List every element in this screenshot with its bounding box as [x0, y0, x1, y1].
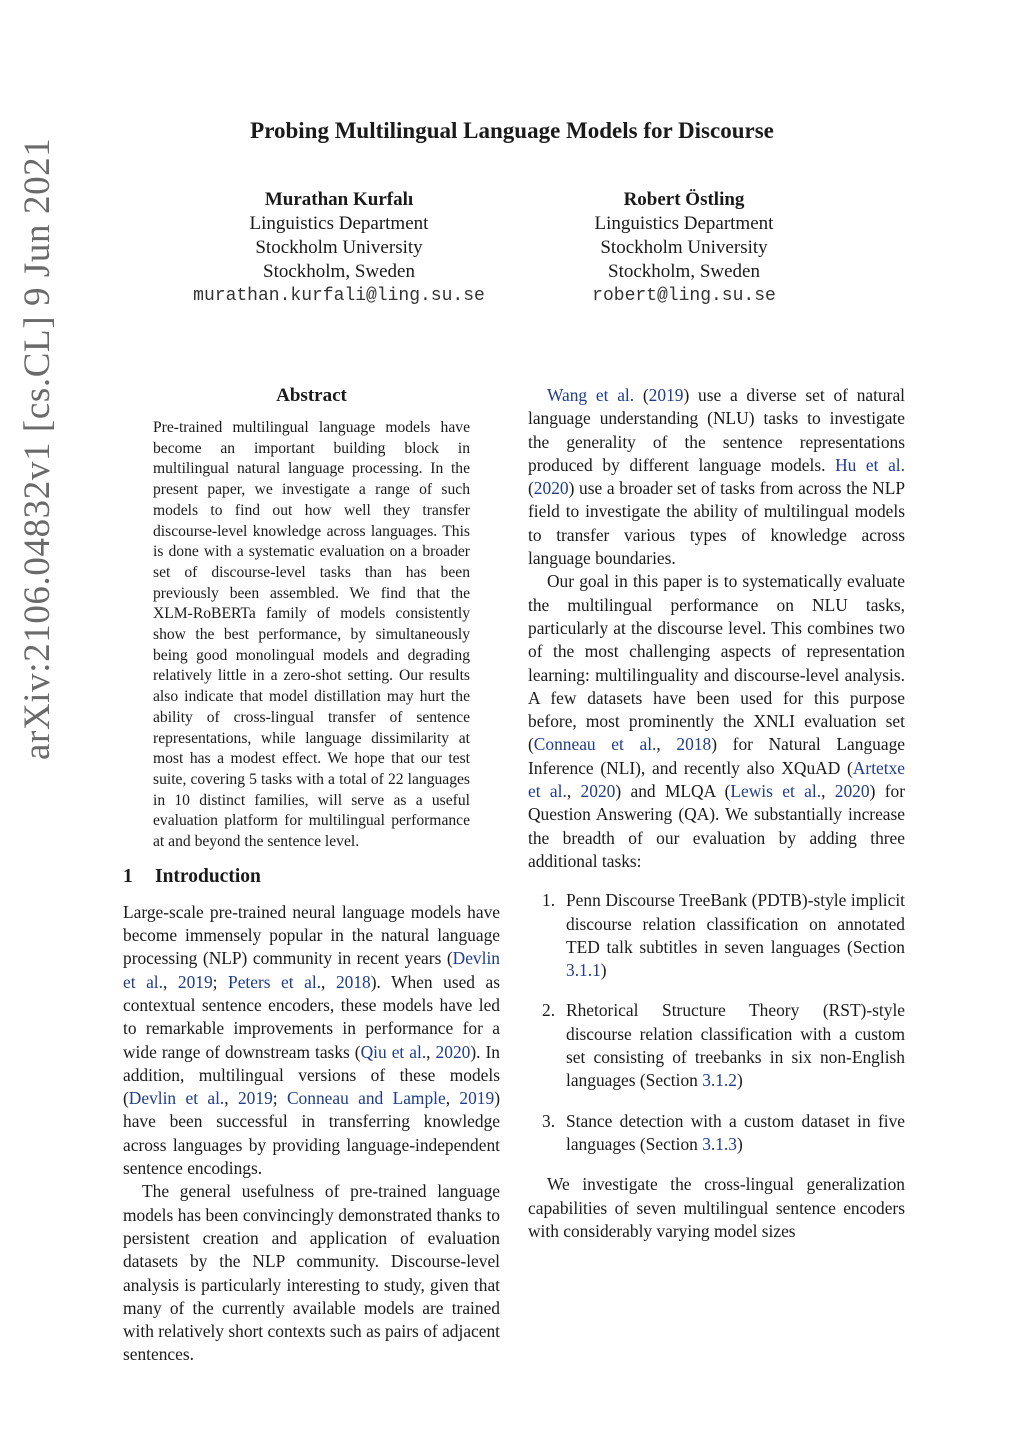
author-location: Stockholm, Sweden	[263, 261, 415, 282]
citation-link[interactable]: Wang et al.	[547, 385, 635, 405]
section-ref-link[interactable]: 3.1.1	[566, 960, 601, 981]
citation-link[interactable]: Artetxe et al.	[528, 757, 905, 802]
citation-year-link[interactable]: 2020	[533, 478, 569, 499]
citation-link[interactable]: Devlin et al.	[123, 948, 500, 992]
intro-paragraph-1: Large-scale pre-trained neural language models have become immensely popular in the natural language processing (NLP) community in recent years (Devlin et al., 2019; Peters et al., 2018). When used as contextual sentence encoders, these models have led to remarkable improvements in performance for a wide range of downstream tasks (Qiu et al., 2020). In addition, multilingual versions of these models (Devlin et al., 2019; Conneau and Lample, 2019) have been successful in transferring knowledge across languages by providing language-independent sentence encodings.	[123, 901, 501, 1179]
citation-link[interactable]: Qiu et al.	[360, 1041, 427, 1062]
author-name: Murathan Kurfalı	[264, 189, 414, 210]
intro-paragraph-3: Wang et al. (2019) use a diverse set of natural language understanding (NLU) tasks to investigate the generality of the sentence representations produced by different language models. Hu et al. (2020) use a broader set of tasks from across the NLP field to investigate the ability of multilingual models to transfer various types of knowledge across language boundaries.	[528, 385, 906, 569]
left-column	[123, 382, 500, 1367]
citation-link[interactable]: Conneau and Lample	[286, 1088, 446, 1109]
section-ref-link[interactable]: 3.1.3	[702, 1133, 737, 1154]
citation-year-link[interactable]: 2019	[648, 385, 684, 405]
citation-year-link[interactable]: 2020	[834, 781, 870, 802]
author-block-2	[494, 188, 874, 308]
right-column	[528, 384, 905, 1243]
citation-year-link[interactable]: 2020	[435, 1041, 471, 1062]
section-number: 1	[123, 865, 133, 887]
author-department: Linguistics Department	[249, 213, 429, 234]
section-heading-introduction	[123, 864, 500, 890]
citation-link[interactable]: Conneau et al.	[533, 734, 657, 755]
citation-year-link[interactable]: 2020	[580, 781, 616, 802]
author-university: Stockholm University	[255, 237, 423, 258]
citation-year-link[interactable]: 2019	[459, 1088, 495, 1109]
citation-link[interactable]: Devlin et al.	[128, 1088, 225, 1109]
list-marker: 2.	[542, 1000, 556, 1021]
citation-year-link[interactable]: 2019	[177, 971, 213, 992]
section-ref-link[interactable]: 3.1.2	[702, 1070, 737, 1091]
citation-year-link[interactable]: 2019	[237, 1088, 273, 1109]
author-name: Robert Östling	[623, 189, 745, 210]
list-marker: 1.	[542, 890, 556, 911]
section-title: Introduction	[155, 865, 261, 887]
author-location: Stockholm, Sweden	[608, 261, 760, 282]
intro-paragraph-5: We investigate the cross-lingual generalization capabilities of seven multilingual sentence encoders with considerably varying model sizes	[528, 1174, 905, 1241]
list-item: 1. Penn Discourse TreeBank (PDTB)-style implicit discourse relation classification on annotated TED talk subtitles in seven languages (Section 3.1.1)	[542, 890, 905, 981]
author-university: Stockholm University	[600, 237, 768, 258]
list-item: 3. Stance detection with a custom dataset in five languages (Section 3.1.3)	[542, 1110, 905, 1154]
citation-year-link[interactable]: 2018	[676, 734, 712, 755]
task-list	[528, 889, 905, 1156]
author-email[interactable]: murathan.kurfali@ling.su.se	[193, 286, 485, 306]
author-email[interactable]: robert@ling.su.se	[592, 286, 776, 306]
list-item: 2. Rhetorical Structure Theory (RST)-style discourse relation classification with a custom set consisting of treebanks in six non-English languages (Section 3.1.2)	[542, 1000, 905, 1091]
abstract-heading: Abstract	[276, 385, 347, 406]
arxiv-identifier: arXiv:2106.04832v1 [cs.CL] 9 Jun 2021	[17, 137, 58, 760]
citation-link[interactable]: Hu et al.	[835, 454, 905, 475]
list-marker: 3.	[542, 1110, 556, 1131]
author-department: Linguistics Department	[594, 213, 774, 234]
abstract-body: Pre-trained multilingual language models have become an important building block in multilingual natural language processing. In the present paper, we investigate a range of such models to find out how well they transfer discourse-level knowledge across languages. This is done with a systematic evaluation on a broader set of discourse-level tasks than has been previously been assembled. We find that the XLM-RoBERTa family of models consistently show the best performance, by simultaneously being good monolingual models and degrading relatively little in a zero-shot setting. Our results also indicate that model distillation may hurt the ability of cross-lingual transfer of sentence representations, while language dissimilarity at most has a modest effect. We hope that our test suite, covering 5 tasks with a total of 22 languages in 10 distinct families, will serve as a useful evaluation platform for multilingual performance at and beyond the sentence level.	[153, 419, 470, 851]
citation-year-link[interactable]: 2018	[335, 971, 371, 992]
author-block-1	[149, 188, 529, 308]
intro-paragraph-4: Our goal in this paper is to systematically evaluate the multilingual performance on NLU tasks, particularly at the discourse level. This combines two of the most challenging aspects of representation learning: multilinguality and discourse-level analysis. A few datasets have been used for this purpose before, most prominently the XNLI evaluation set (Conneau et al., 2018) for Natural Language Inference (NLI), and recently also XQuAD (Artetxe et al., 2020) and MLQA (Lewis et al., 2020) for Question Answering (QA). We substantially increase the breadth of our evaluation by adding three additional tasks:	[528, 571, 905, 871]
citation-link[interactable]: Peters et al.	[228, 971, 322, 992]
intro-paragraph-2: The general usefulness of pre-trained language models has been convincingly demonstrated thanks to persistent creation and application of evaluation datasets by the NLP community. Discourse-level analysis is particularly interesting to study, given that many of the currently available models are trained with relatively short contexts such as pairs of adjacent sentences.	[123, 1181, 500, 1365]
citation-link[interactable]: Lewis et al.	[730, 781, 822, 802]
paper-title: Probing Multilingual Language Models for Discourse	[250, 118, 774, 143]
